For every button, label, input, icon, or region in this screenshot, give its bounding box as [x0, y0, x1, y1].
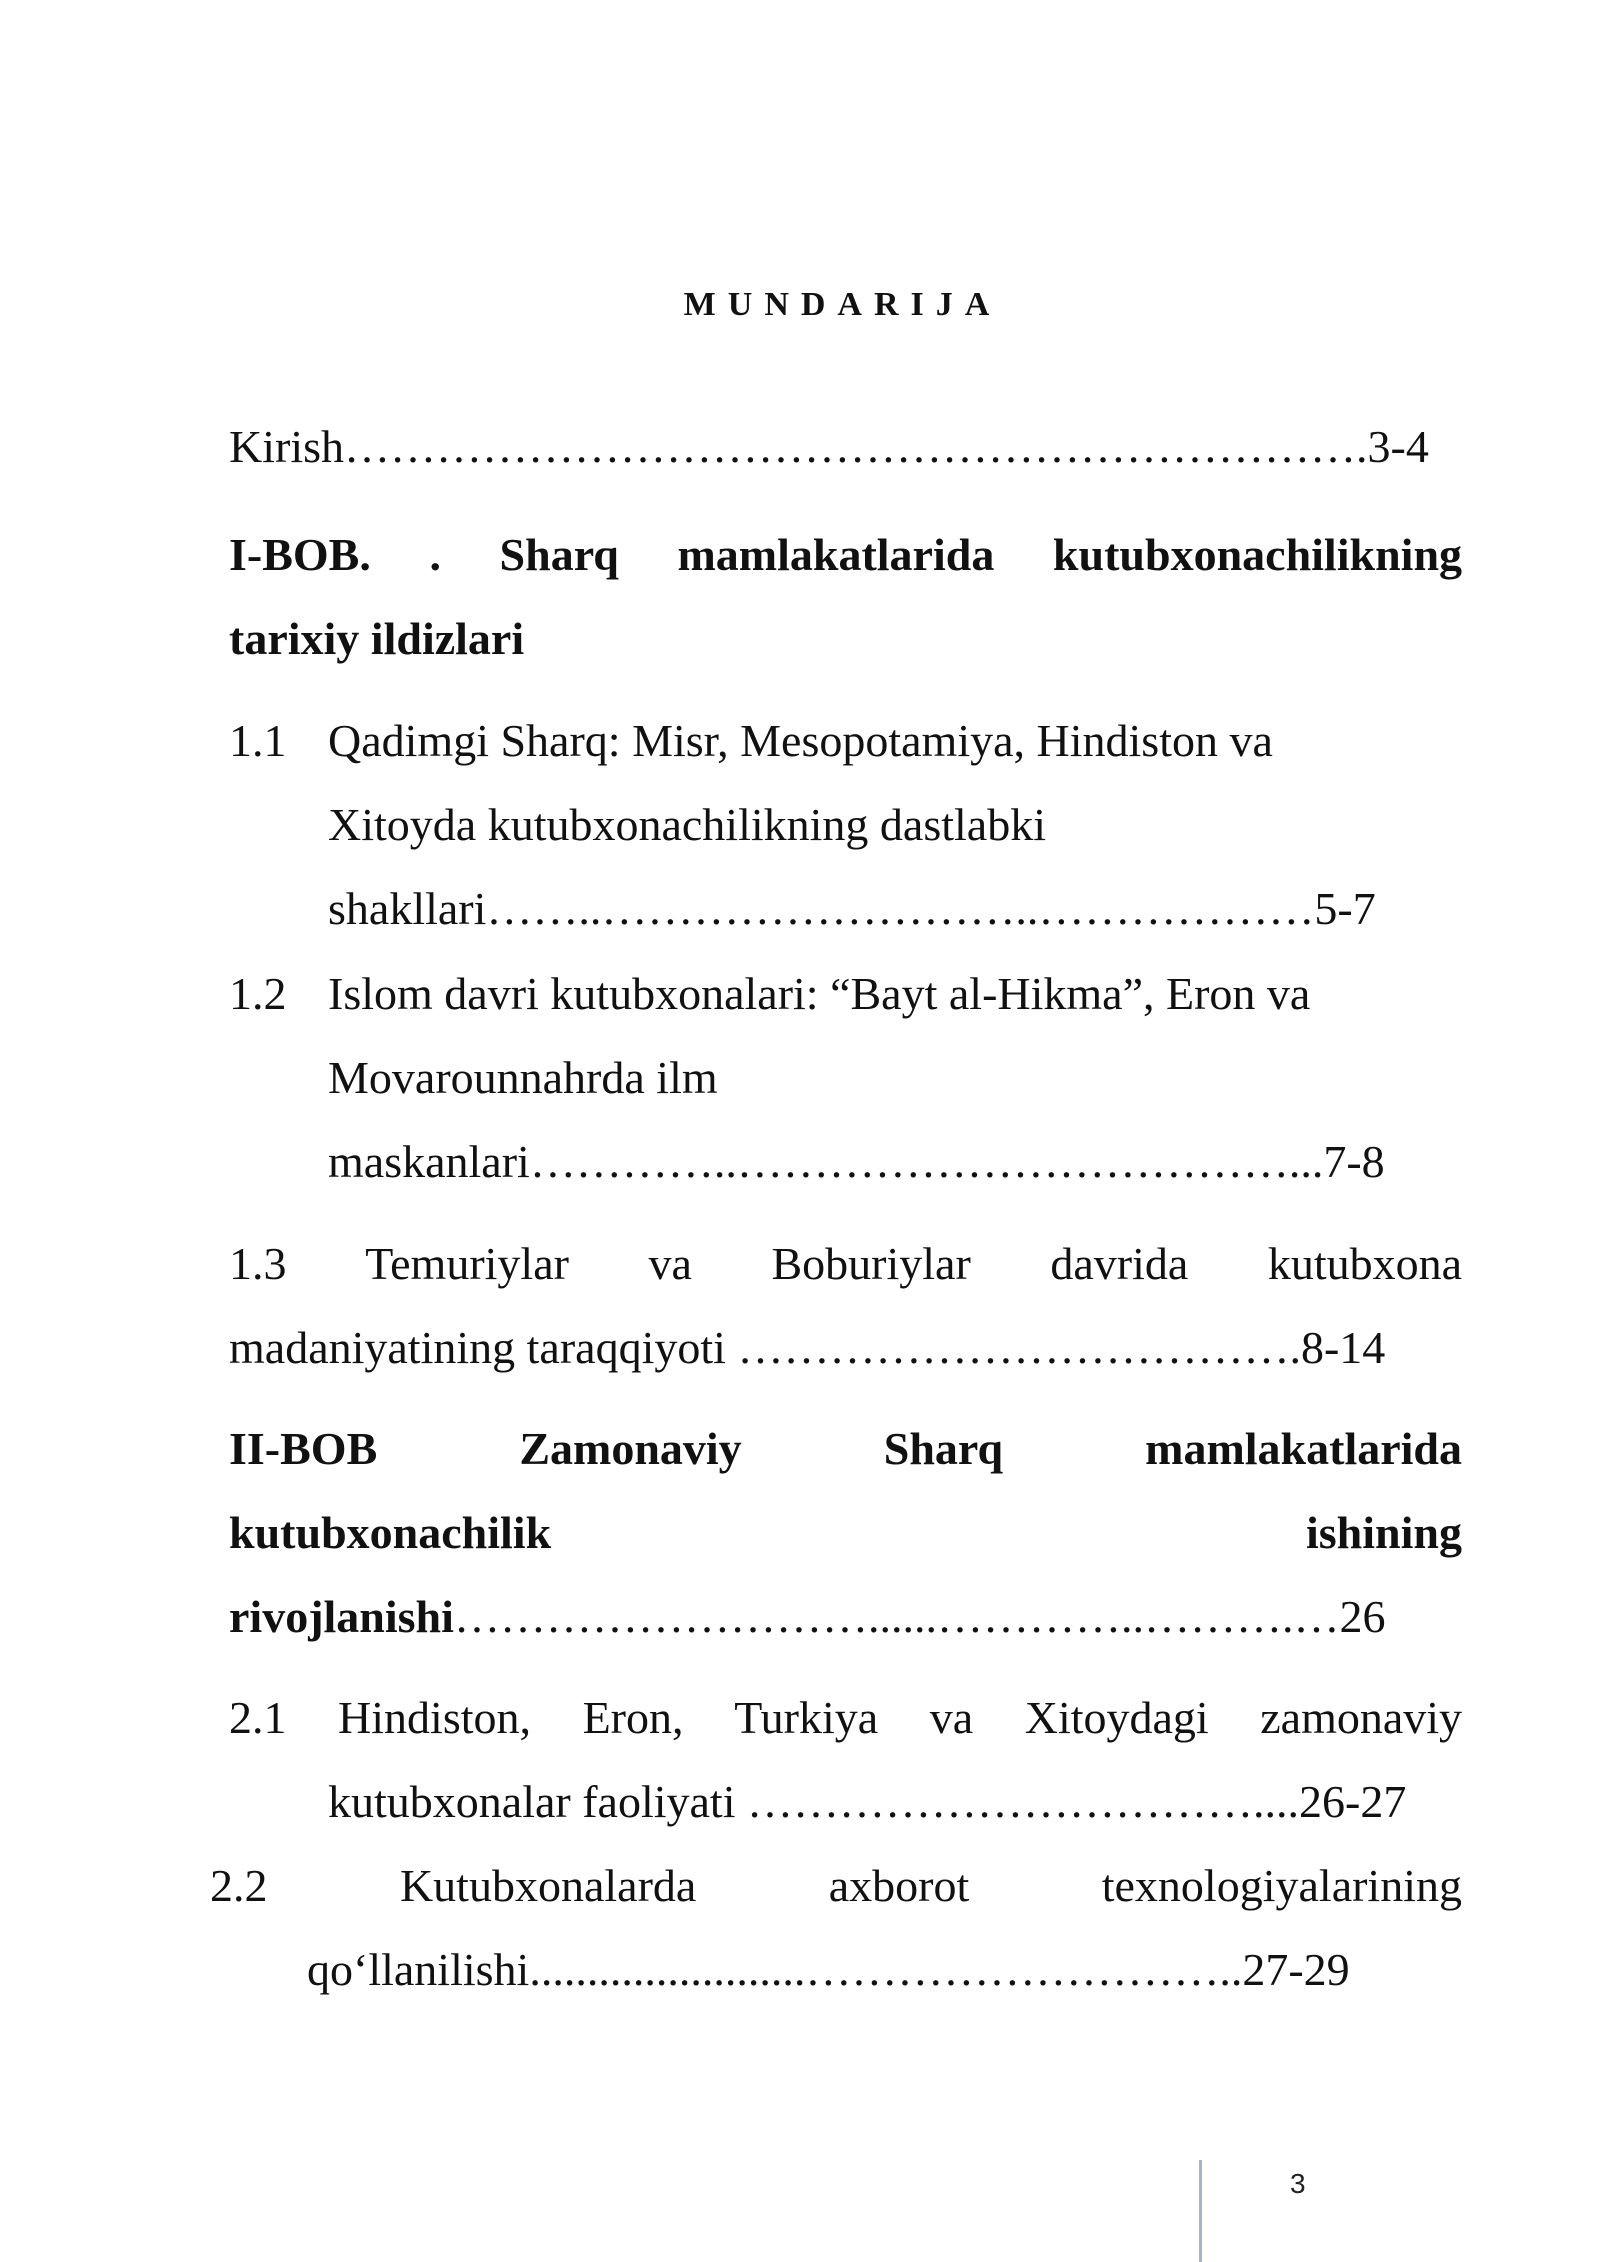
- toc-leader-dots: …………………………………………………………: [344, 421, 1356, 472]
- toc-word: va: [929, 1692, 974, 1743]
- toc-page-range: .3-4: [1356, 421, 1429, 472]
- toc-leader-dots: ……..………………………..………………: [486, 883, 1315, 934]
- toc-page-range: 8-14: [1300, 1322, 1386, 1373]
- toc-entry-text: qo‘llanilishi: [307, 1944, 530, 1995]
- toc-word: ishining: [1306, 1507, 1462, 1558]
- toc-word: axborot: [828, 1860, 970, 1911]
- toc-section-1-1-line-3: [328, 881, 1376, 937]
- toc-page-range: 27-29: [1242, 1944, 1350, 1995]
- toc-section-1-3-line-1: [229, 1236, 1462, 1292]
- toc-word: Xitoydagi: [1024, 1692, 1209, 1743]
- toc-section-2-2-line-2: [307, 1942, 1350, 1998]
- toc-leader-dots: ……………………………….: [725, 1322, 1301, 1373]
- toc-section-number: 1.2: [229, 968, 287, 1019]
- toc-word: Sharq: [883, 1423, 1004, 1474]
- toc-section-1-1-line-2: Xitoyda kutubxonachilikning dastlabki: [328, 799, 1047, 850]
- toc-section-1-2-line-3: [328, 1134, 1385, 1190]
- toc-section-1-2-line-2: Movarounnahrda ilm: [328, 1052, 718, 1103]
- toc-page-range: 5-7: [1314, 883, 1376, 934]
- toc-leader-dots: ........................………………………..: [529, 1944, 1243, 1995]
- toc-entry-intro: [229, 419, 1462, 475]
- toc-chapter-2-line-3: [229, 1589, 1385, 1645]
- toc-word: Sharq: [499, 529, 619, 580]
- toc-section-2-2-line-1: [210, 1858, 1462, 1914]
- toc-word: davrida: [1050, 1238, 1189, 1289]
- toc-section-number: 2.1: [229, 1692, 287, 1743]
- chapter-label: II-BOB: [229, 1423, 378, 1474]
- toc-leader-dots: ……………………………..: [735, 1776, 1276, 1827]
- toc-word: mamlakatlarida: [1145, 1423, 1463, 1474]
- toc-section-number: 1.1: [229, 715, 287, 766]
- toc-entry-text: madaniyatining taraqqiyoti: [229, 1322, 726, 1373]
- chapter-label: I-BOB.: [229, 529, 371, 580]
- toc-leader-dots: …………..………………………………: [529, 1136, 1289, 1187]
- toc-word: Turkiya: [734, 1692, 879, 1743]
- toc-section-1-3-line-2: [229, 1320, 1385, 1376]
- toc-word: Eron,: [582, 1692, 684, 1743]
- toc-leader-dots: ………………………......…………..……….…: [453, 1591, 1340, 1642]
- toc-entry-text: kutubxonalar faoliyati: [328, 1776, 736, 1827]
- toc-word: Kutubxonalarda: [399, 1860, 697, 1911]
- toc-entry-text: rivojlanishi: [229, 1591, 454, 1642]
- toc-section-2-1-line-2: [328, 1774, 1406, 1830]
- toc-word: Temuriylar: [365, 1238, 569, 1289]
- page-title: MUNDARIJA: [683, 286, 1002, 323]
- page-number: 3: [1290, 2168, 1306, 2199]
- toc-word: mamlakatlarida: [677, 529, 995, 580]
- toc-word: va: [648, 1238, 692, 1289]
- toc-section-1-1-line-1: Qadimgi Sharq: Misr, Mesopotamiya, Hindiston va: [328, 715, 1273, 766]
- chapter-dot: .: [429, 529, 441, 580]
- toc-entry-text: maskanlari: [328, 1136, 530, 1187]
- toc-entry-text: Kirish: [229, 421, 344, 472]
- toc-word: Hindiston,: [338, 1692, 532, 1743]
- toc-section-number: 1.3: [229, 1238, 287, 1289]
- toc-word: zamonaviy: [1260, 1692, 1463, 1743]
- toc-page-range: ...7-8: [1288, 1136, 1385, 1187]
- toc-chapter-1-line-2: tarixiy ildizlari: [229, 613, 525, 664]
- toc-page-range: ..26-27: [1276, 1776, 1407, 1827]
- toc-section-1-2-line-1: Islom davri kutubxonalari: “Bayt al-Hikma”, Eron va: [328, 968, 1311, 1019]
- toc-word: Zamonaviy: [519, 1423, 742, 1474]
- toc-chapter-1-line-1: [229, 527, 1462, 583]
- toc-section-number: 2.2: [210, 1860, 268, 1911]
- toc-page-range: 26: [1339, 1591, 1386, 1642]
- toc-chapter-2-line-2: [229, 1505, 1462, 1561]
- toc-word: texnologiyalarining: [1101, 1860, 1462, 1911]
- footer-divider: [1199, 2160, 1202, 2262]
- toc-entry-text: shakllari: [328, 883, 487, 934]
- toc-word: kutubxonachilik: [229, 1507, 552, 1558]
- toc-section-2-1-line-1: [229, 1690, 1462, 1746]
- toc-word: Boburiylar: [771, 1238, 971, 1289]
- toc-chapter-2-line-1: [229, 1421, 1462, 1477]
- toc-word: kutubxona: [1267, 1238, 1463, 1289]
- toc-word: kutubxonachilikning: [1052, 529, 1463, 580]
